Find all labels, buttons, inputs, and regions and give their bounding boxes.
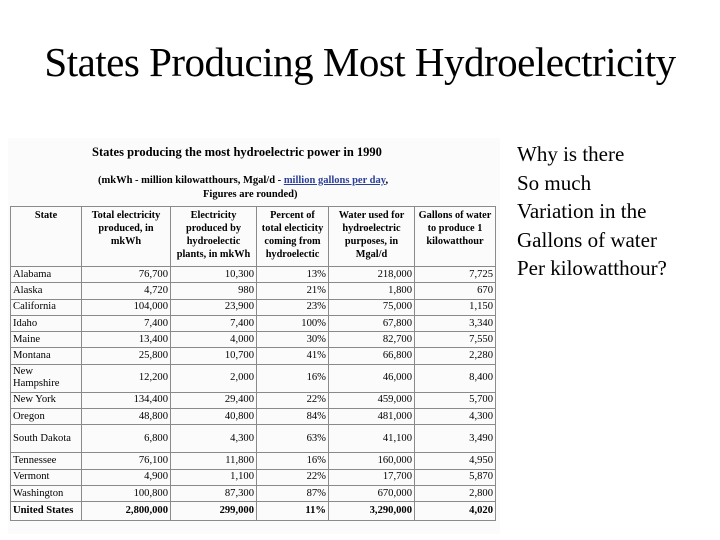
cell-percent: 21%	[257, 283, 329, 299]
table-row	[11, 425, 496, 453]
cell-gallons: 5,700	[415, 392, 496, 408]
cell-hydro: 10,300	[171, 267, 257, 283]
table-row	[11, 392, 496, 408]
cell-gallons: 2,800	[415, 485, 496, 501]
table-subtitle-line2: Figures are rounded)	[203, 189, 298, 200]
cell-water: 459,000	[329, 392, 415, 408]
question-line: Gallons of water	[517, 227, 657, 252]
cell-total: 2,800,000	[82, 502, 171, 521]
cell-water: 3,290,000	[329, 502, 415, 521]
cell-gallons: 1,150	[415, 299, 496, 315]
cell-hydro: 23,900	[171, 299, 257, 315]
question-text	[517, 140, 717, 283]
subtitle-suffix: ,	[385, 175, 389, 186]
cell-hydro: 7,400	[171, 315, 257, 331]
cell-total: 7,400	[82, 315, 171, 331]
cell-water: 66,800	[329, 348, 415, 364]
cell-water: 670,000	[329, 485, 415, 501]
cell-percent: 84%	[257, 409, 329, 425]
cell-percent: 16%	[257, 364, 329, 392]
hydro-table	[10, 206, 496, 521]
cell-gallons: 7,550	[415, 332, 496, 348]
cell-hydro: 29,400	[171, 392, 257, 408]
question-line: Variation in the	[517, 199, 647, 223]
cell-total: 12,200	[82, 364, 171, 392]
cell-total: 6,800	[82, 425, 171, 453]
cell-water: 82,700	[329, 332, 415, 348]
cell-gallons: 2,280	[415, 348, 496, 364]
cell-state: Alabama	[11, 267, 82, 283]
cell-water: 46,000	[329, 364, 415, 392]
cell-hydro: 87,300	[171, 485, 257, 501]
cell-total: 76,100	[82, 453, 171, 469]
table-row	[11, 502, 496, 521]
table-row	[11, 364, 496, 392]
cell-state: New York	[11, 392, 82, 408]
table-row	[11, 299, 496, 315]
cell-gallons: 8,400	[415, 364, 496, 392]
cell-percent: 11%	[257, 502, 329, 521]
cell-total: 134,400	[82, 392, 171, 408]
cell-hydro: 11,800	[171, 453, 257, 469]
cell-hydro: 299,000	[171, 502, 257, 521]
cell-state: California	[11, 299, 82, 315]
mgal-link[interactable]: million gallons per day	[283, 175, 386, 186]
cell-water: 160,000	[329, 453, 415, 469]
table-row	[11, 283, 496, 299]
cell-state: South Dakota	[11, 425, 82, 453]
cell-state: Maine	[11, 332, 82, 348]
cell-hydro: 980	[171, 283, 257, 299]
cell-state: Oregon	[11, 409, 82, 425]
cell-total: 4,720	[82, 283, 171, 299]
cell-total: 104,000	[82, 299, 171, 315]
table-row	[11, 267, 496, 283]
cell-percent: 41%	[257, 348, 329, 364]
cell-percent: 22%	[257, 392, 329, 408]
cell-total: 76,700	[82, 267, 171, 283]
cell-gallons: 7,725	[415, 267, 496, 283]
cell-total: 48,800	[82, 409, 171, 425]
cell-water: 41,100	[329, 425, 415, 453]
cell-water: 75,000	[329, 299, 415, 315]
cell-percent: 13%	[257, 267, 329, 283]
table-subtitle	[98, 175, 388, 186]
cell-state: Vermont	[11, 469, 82, 485]
cell-percent: 22%	[257, 469, 329, 485]
col-header-percent: Percent of total electicity coming from hydroelectic	[257, 207, 329, 267]
cell-percent: 100%	[257, 315, 329, 331]
col-header-hydro: Electricity produced by hydroelectic plants, in mkWh	[171, 207, 257, 267]
table-row	[11, 348, 496, 364]
question-line: So much	[517, 170, 592, 195]
cell-hydro: 2,000	[171, 364, 257, 392]
table-title: States producing the most hydroelectric power in 1990	[92, 145, 382, 159]
cell-water: 218,000	[329, 267, 415, 283]
table-row	[11, 453, 496, 469]
cell-hydro: 40,800	[171, 409, 257, 425]
cell-total: 13,400	[82, 332, 171, 348]
cell-water: 481,000	[329, 409, 415, 425]
cell-gallons: 670	[415, 283, 496, 299]
table-row	[11, 332, 496, 348]
cell-gallons: 4,300	[415, 409, 496, 425]
cell-percent: 63%	[257, 425, 329, 453]
cell-gallons: 4,950	[415, 453, 496, 469]
cell-state: Washington	[11, 485, 82, 501]
table-row	[11, 315, 496, 331]
cell-state: New Hampshire	[11, 364, 82, 392]
cell-water: 67,800	[329, 315, 415, 331]
cell-gallons: 3,340	[415, 315, 496, 331]
cell-percent: 87%	[257, 485, 329, 501]
cell-gallons: 3,490	[415, 425, 496, 453]
cell-percent: 30%	[257, 332, 329, 348]
cell-total: 25,800	[82, 348, 171, 364]
cell-total: 100,800	[82, 485, 171, 501]
cell-state: United States	[11, 502, 82, 521]
cell-state: Idaho	[11, 315, 82, 331]
table-header-row	[11, 207, 496, 267]
cell-percent: 16%	[257, 453, 329, 469]
table-row	[11, 485, 496, 501]
cell-state: Alaska	[11, 283, 82, 299]
cell-hydro: 4,000	[171, 332, 257, 348]
col-header-gallons: Gallons of water to produce 1 kilowatthour	[415, 207, 496, 267]
col-header-state: State	[11, 207, 82, 267]
question-line: Why is there	[517, 142, 625, 166]
col-header-total: Total electricity produced, in mkWh	[82, 207, 171, 267]
question-line: Per kilowatthour?	[517, 256, 667, 280]
cell-hydro: 4,300	[171, 425, 257, 453]
table-row	[11, 409, 496, 425]
cell-gallons: 4,020	[415, 502, 496, 521]
cell-percent: 23%	[257, 299, 329, 315]
col-header-water: Water used for hydroelectric purposes, in Mgal/d	[329, 207, 415, 267]
cell-total: 4,900	[82, 469, 171, 485]
cell-water: 17,700	[329, 469, 415, 485]
table-row	[11, 469, 496, 485]
scanned-table-image	[8, 138, 500, 534]
cell-hydro: 10,700	[171, 348, 257, 364]
cell-hydro: 1,100	[171, 469, 257, 485]
cell-water: 1,800	[329, 283, 415, 299]
cell-state: Tennessee	[11, 453, 82, 469]
slide-title: States Producing Most Hydroelectricity	[44, 39, 676, 85]
cell-gallons: 5,870	[415, 469, 496, 485]
subtitle-prefix: (mkWh - million kilowatthours, Mgal/d -	[98, 175, 284, 186]
cell-state: Montana	[11, 348, 82, 364]
